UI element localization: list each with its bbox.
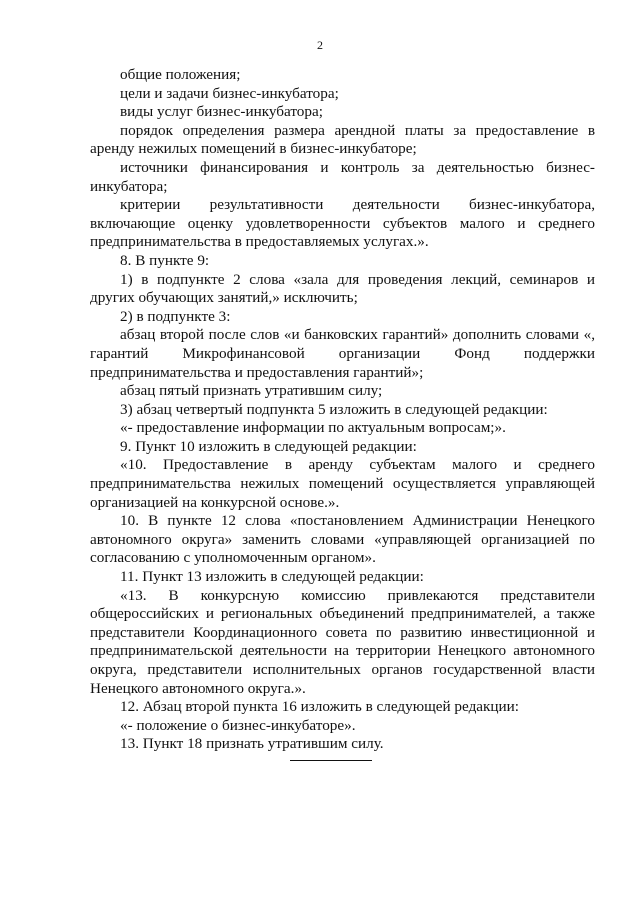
paragraph: абзац второй после слов «и банковских гарантий» дополнить словами «, гарантий Микрофинансовой организации Фонд поддержки предпринимательства и предоставления гарантий»; bbox=[90, 326, 595, 381]
paragraph: «10. Предоставление в аренду субъектам малого и среднего предпринимательства нежилых помещений осуществляется управляющей организацией на конкурсной основе.». bbox=[90, 456, 595, 511]
paragraph: 3) абзац четвертый подпункта 5 изложить в следующей редакции: bbox=[120, 400, 548, 418]
paragraph: 13. Пункт 18 признать утратившим силу. bbox=[120, 735, 384, 753]
paragraph: «13. В конкурсную комиссию привлекаются представители общероссийских и региональных объединений предпринимателей, а также представители Координационного совета по развитию инвестиционной и предпринимательской деятельности на территории Ненецкого автономного округа, представители исполнительных органов государственной власти Ненецкого автономного округа.». bbox=[90, 586, 595, 697]
paragraph: 9. Пункт 10 изложить в следующей редакции: bbox=[120, 437, 417, 455]
paragraph: виды услуг бизнес-инкубатора; bbox=[120, 103, 323, 121]
paragraph: 8. В пункте 9: bbox=[120, 251, 210, 269]
paragraph: источники финансирования и контроль за деятельностью бизнес-инкубатора; bbox=[90, 158, 595, 195]
paragraph: 10. В пункте 12 слова «постановлением Администрации Ненецкого автономного округа» заменить словами «управляющей организацией по согласованию с уполномоченным органом». bbox=[90, 512, 595, 567]
paragraph: «- положение о бизнес-инкубаторе». bbox=[120, 716, 356, 734]
paragraph: 2) в подпункте 3: bbox=[120, 307, 231, 325]
document-body bbox=[90, 66, 595, 754]
paragraph: цели и задачи бизнес-инкубатора; bbox=[120, 84, 339, 102]
page-number: 2 bbox=[317, 38, 323, 52]
paragraph: 1) в подпункте 2 слова «зала для проведения лекций, семинаров и других обучающих занятий,» исключить; bbox=[90, 270, 595, 307]
paragraph: критерии результативности деятельности бизнес-инкубатора, включающие оценку удовлетворенности субъектов малого и среднего предпринимательства в предоставляемых услугах.». bbox=[90, 196, 595, 251]
paragraph: общие положения; bbox=[120, 66, 241, 83]
end-divider-line bbox=[290, 760, 372, 761]
paragraph: абзац пятый признать утратившим силу; bbox=[120, 382, 383, 400]
paragraph: «- предоставление информации по актуальным вопросам;». bbox=[120, 419, 506, 437]
paragraph: порядок определения размера арендной платы за предоставление в аренду нежилых помещений в бизнес-инкубаторе; bbox=[90, 121, 595, 158]
paragraph: 11. Пункт 13 изложить в следующей редакции: bbox=[120, 568, 424, 586]
paragraph: 12. Абзац второй пункта 16 изложить в следующей редакции: bbox=[120, 698, 520, 716]
